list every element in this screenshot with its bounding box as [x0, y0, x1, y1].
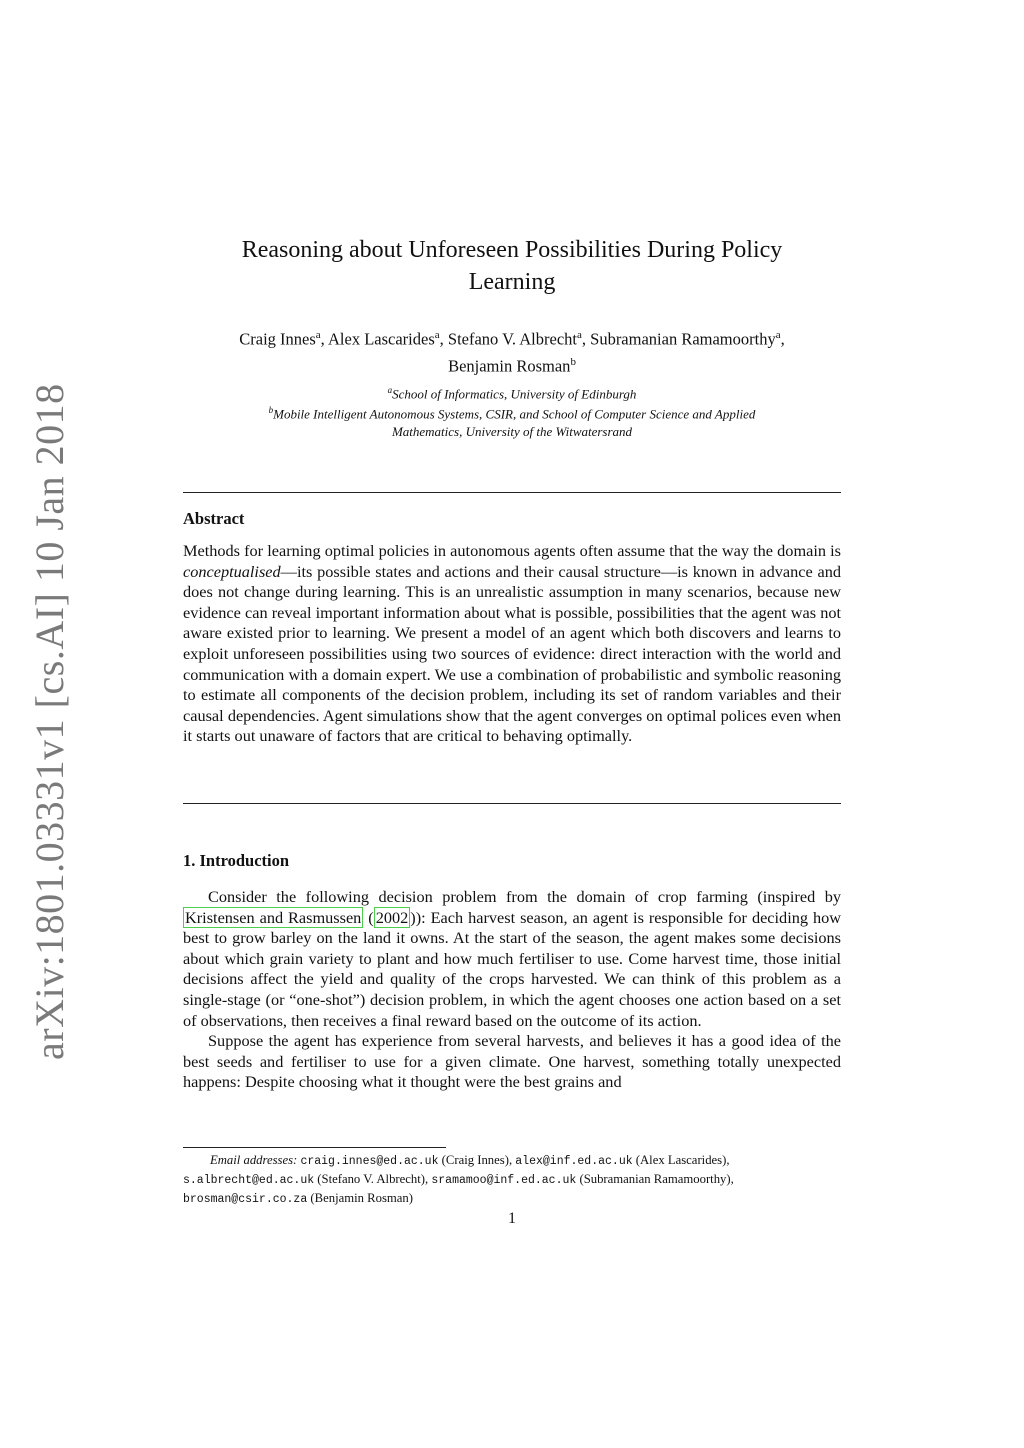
paragraph-text: Consider the following decision problem from the domain of crop farming (inspired by — [208, 887, 841, 906]
affiliation-text: School of Informatics, University of Edinburgh — [392, 386, 637, 402]
author-name: Benjamin Rosman — [448, 356, 571, 375]
abstract-text-part: Methods for learning optimal policies in autonomous agents often assume that the way the domain is — [183, 541, 841, 560]
email-link[interactable]: sramamoo@inf.ed.ac.uk — [431, 1173, 577, 1187]
abstract-top-rule — [183, 492, 841, 493]
email-owner: (Subramanian Ramamoorthy), — [579, 1171, 734, 1186]
footnote-rule — [183, 1147, 446, 1148]
abstract-heading: Abstract — [183, 509, 245, 528]
affiliation-text: Mathematics, University of the Witwatersrand — [391, 423, 633, 439]
author-affil-marker: a — [434, 329, 440, 341]
affiliation-list — [183, 382, 841, 440]
email-link[interactable]: s.albrecht@ed.ac.uk — [183, 1173, 315, 1187]
author-name: Stefano V. Albrecht — [447, 329, 577, 349]
author-name: Subramanian Ramamoorthy — [590, 329, 776, 349]
author-affil-marker: a — [775, 329, 781, 341]
affiliation-text: Mobile Intelligent Autonomous Systems, CSIR, and School of Computer Science and Applied — [273, 406, 756, 422]
citation-link-year[interactable]: 2002 — [375, 907, 409, 927]
email-link[interactable]: craig.innes@ed.ac.uk — [300, 1155, 439, 1168]
introduction-text — [183, 887, 841, 1093]
email-link[interactable]: brosman@csir.co.za — [183, 1192, 308, 1206]
email-owner: (Stefano V. Albrecht), — [317, 1171, 429, 1186]
paragraph-text: Suppose the agent has experience from several harvests, and believes it has a good idea of the best seeds and fertiliser to use for a given climate. One harvest, something totally unexpected happens: Despite choosing what it thought were the best grains and — [183, 1031, 841, 1092]
page-number: 1 — [508, 1210, 516, 1227]
email-owner: (Alex Lascarides), — [635, 1153, 730, 1167]
paper-title — [183, 234, 841, 298]
paragraph-text: ( — [363, 907, 374, 927]
abstract-text-part: —its possible states and actions and their causal structure—is known in advance and does not change during learning. This is an unrealistic assumption in many scenarios, because new evidence can reveal important information about what is possible, possibilities that the agent was not aware existed prior to learning. We present a model of an agent which both discovers and learns to exploit unforeseen possibilities using two sources of evidence: direct interaction with the world and communication with a domain expert. We use a combination of probabilistic and symbolic reasoning to estimate all components of the decision problem, including its set of random variables and their causal dependencies. Agent simulations show that the agent converges on optimal polices even when it starts out unaware of factors that are critical to behaving optimally. — [183, 561, 841, 746]
footnote-label: Email addresses: — [210, 1153, 298, 1167]
author-affil-marker: a — [315, 329, 321, 341]
author-name: Craig Innes — [239, 329, 316, 349]
abstract-text — [183, 541, 841, 747]
citation-link-authors[interactable]: Kristensen and Rasmussen — [185, 907, 362, 927]
email-footnote — [183, 1152, 841, 1208]
affil-marker: a — [387, 385, 393, 395]
paragraph — [183, 887, 841, 1031]
abstract-emphasis: conceptualised — [183, 561, 281, 581]
section-heading-introduction: 1. Introduction — [183, 851, 290, 870]
title-line-1: Reasoning about Unforeseen Possibilities During Policy — [241, 237, 783, 263]
abstract-bottom-rule — [183, 803, 841, 804]
arxiv-identifier-stamp[interactable]: arXiv:1801.03331v1 [cs.AI] 10 Jan 2018 — [27, 383, 72, 1060]
title-line-2: Learning — [468, 269, 556, 295]
author-affil-marker: a — [577, 329, 582, 341]
email-owner: (Benjamin Rosman) — [310, 1190, 413, 1205]
author-name: Alex Lascarides — [328, 329, 435, 349]
author-affil-marker: b — [570, 355, 576, 368]
author-list: Craig Innes$^a$, Alex Lascarides$^a$, Stefano V. Albrecht$^a$, Subramanian Ramamoorthy$^a$, Benjamin Rosman$^b$ — [239, 329, 785, 375]
paragraph-text: )): Each harvest season, an agent is responsible for deciding how best to grow barley on the land it owns. At the start of the season, the agent makes some decisions about which grain variety to plant and how much fertiliser to use. Come harvest time, those initial decisions affect the yield and quality of the crops harvested. We can think of this problem as a single-stage (or “one-shot”) decision problem, in which the agent chooses one action based on a set of observations, then receives a final reward based on the outcome of its action. — [183, 907, 842, 1030]
email-link[interactable]: alex@inf.ed.ac.uk — [515, 1155, 633, 1168]
email-owner: (Craig Innes), — [441, 1153, 513, 1167]
paragraph — [183, 1031, 841, 1093]
affil-marker: b — [268, 405, 274, 416]
